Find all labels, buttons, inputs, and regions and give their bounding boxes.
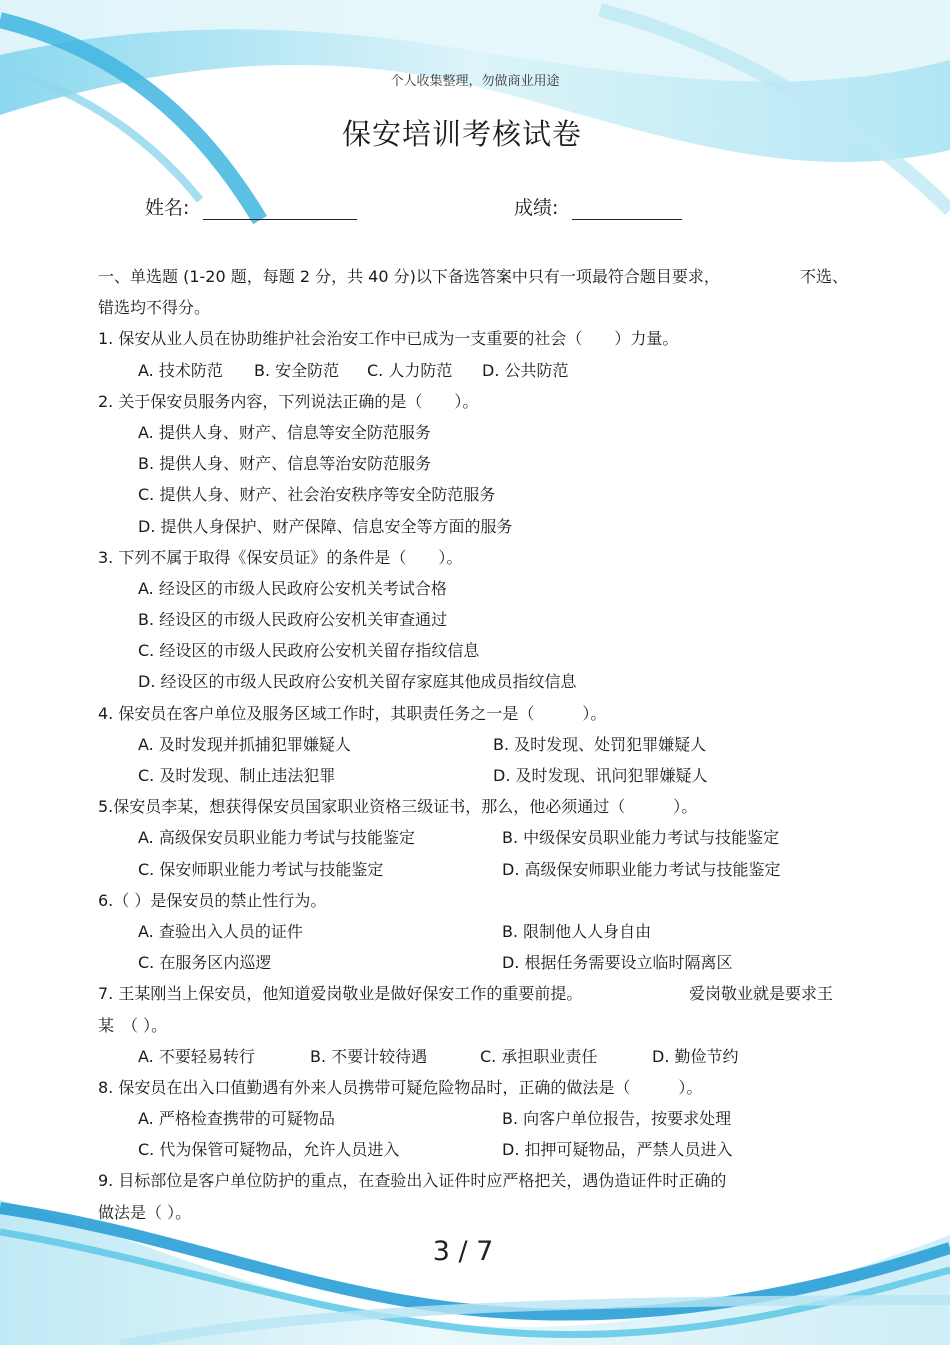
- question-7-cont: 某 （ ）。: [98, 1015, 168, 1035]
- q3-option-d: D. 经设区的市级人民政府公安机关留存家庭其他成员指纹信息: [138, 672, 577, 692]
- score-field: [514, 193, 682, 220]
- q4-option-c: C. 及时发现、制止违法犯罪: [138, 766, 336, 785]
- q3-option-a: A. 经设区的市级人民政府公安机关考试合格: [138, 578, 447, 598]
- section-heading-left: 一、单选题 (1-20 题，每题 2 分，共 40 分)以下备选答案中只有一项最符合题目要求，: [98, 267, 720, 286]
- question-6: 6.（ ）是保安员的禁止性行为。: [98, 890, 327, 910]
- name-blank[interactable]: [203, 197, 357, 220]
- question-4-options-row-2: [98, 760, 858, 791]
- question-9: 9. 目标部位是客户单位防护的重点，在查验出入证件时应严格把关，遇伪造证件时正确的: [98, 1171, 727, 1191]
- question-2: 2. 关于保安员服务内容，下列说法正确的是（ ）。: [98, 391, 479, 411]
- question-7-text-b: 爱岗敬业就是要求王: [688, 984, 833, 1004]
- name-field: [145, 193, 357, 220]
- section-heading-cont: 错选均不得分。: [98, 298, 211, 318]
- page-title: 保安培训考核试卷: [341, 117, 582, 151]
- q8-option-c: C. 代为保管可疑物品，允许人员进入: [138, 1140, 400, 1160]
- q2-option-b: B. 提供人身、财产、信息等治安防范服务: [138, 454, 432, 474]
- q5-option-d: D. 高级保安师职业能力考试与技能鉴定: [502, 859, 781, 879]
- section-heading-right: 不选、: [799, 267, 848, 286]
- name-label: 姓名:: [145, 197, 190, 219]
- question-7-text-a: 7. 王某刚当上保安员，他知道爱岗敬业是做好保安工作的重要前提。: [98, 984, 583, 1004]
- section-heading: [98, 261, 848, 292]
- q5-option-a: A. 高级保安员职业能力考试与技能鉴定: [138, 828, 415, 848]
- question-8: 8. 保安员在出入口值勤遇有外来人员携带可疑危险物品时，正确的做法是（ ）。: [98, 1077, 703, 1097]
- q8-option-d: D. 扣押可疑物品，严禁人员进入: [502, 1140, 733, 1160]
- score-label: 成绩:: [514, 197, 559, 219]
- q4-option-a: A. 及时发现并抓捕犯罪嫌疑人: [138, 734, 351, 754]
- q2-option-d: D. 提供人身保护、财产保障、信息安全等方面的服务: [138, 516, 513, 536]
- question-1: 1. 保安从业人员在协助维护社会治安工作中已成为一支重要的社会（ ）力量。: [98, 329, 679, 349]
- question-6-options-row-2: [98, 947, 858, 978]
- question-5-options-row-2: [98, 854, 858, 885]
- q2-option-c: C. 提供人身、财产、社会治安秩序等安全防范服务: [138, 485, 496, 505]
- question-6-options-row-1: [98, 916, 858, 947]
- question-section: [98, 261, 858, 1228]
- question-1-options: [98, 355, 858, 386]
- question-4-options-row-1: [98, 729, 858, 760]
- q8-option-b: B. 向客户单位报告，按要求处理: [502, 1109, 732, 1129]
- q5-option-c: C. 保安师职业能力考试与技能鉴定: [138, 859, 384, 879]
- q1-option-b: B. 安全防范: [254, 360, 340, 380]
- q6-option-a: A. 查验出入人员的证件: [138, 921, 303, 941]
- q7-option-c: C. 承担职业责任: [480, 1046, 598, 1066]
- q8-option-a: A. 严格检查携带的可疑物品: [138, 1109, 335, 1129]
- question-7: [98, 978, 833, 1009]
- q1-option-c: C. 人力防范: [367, 360, 453, 380]
- q7-option-d: D. 勤俭节约: [652, 1046, 739, 1066]
- q4-option-b: B. 及时发现、处罚犯罪嫌疑人: [493, 734, 707, 754]
- q6-option-b: B. 限制他人人身自由: [502, 921, 652, 941]
- q6-option-d: D. 根据任务需要设立临时隔离区: [502, 953, 733, 973]
- q6-option-c: C. 在服务区内巡逻: [138, 953, 272, 973]
- score-blank[interactable]: [572, 197, 682, 220]
- q1-option-a: A. 技术防范: [138, 360, 223, 380]
- q5-option-b: B. 中级保安员职业能力考试与技能鉴定: [502, 828, 780, 848]
- q3-option-c: C. 经设区的市级人民政府公安机关留存指纹信息: [138, 641, 480, 661]
- question-8-options-row-2: [98, 1134, 858, 1165]
- q2-option-a: A. 提供人身、财产、信息等安全防范服务: [138, 422, 431, 442]
- question-5-options-row-1: [98, 822, 858, 853]
- question-7-options: [98, 1041, 858, 1072]
- question-3: 3. 下列不属于取得《保安员证》的条件是（ ）。: [98, 547, 463, 567]
- page-number: 3 / 7: [432, 1236, 494, 1267]
- q4-option-d: D. 及时发现、讯问犯罪嫌疑人: [493, 766, 708, 785]
- question-8-options-row-1: [98, 1103, 858, 1134]
- question-9-cont: 做法是（ ）。: [98, 1202, 192, 1222]
- q3-option-b: B. 经设区的市级人民政府公安机关审查通过: [138, 610, 448, 630]
- q7-option-b: B. 不要计较待遇: [310, 1046, 428, 1066]
- header-note: 个人收集整理，勿做商业用途: [390, 74, 560, 89]
- question-4: 4. 保安员在客户单位及服务区域工作时，其职责任务之一是（ ）。: [98, 703, 607, 723]
- q1-option-d: D. 公共防范: [482, 360, 569, 380]
- q7-option-a: A. 不要轻易转行: [138, 1046, 255, 1066]
- question-5: 5.保安员李某，想获得保安员国家职业资格三级证书，那么，他必须通过（ ）。: [98, 797, 698, 817]
